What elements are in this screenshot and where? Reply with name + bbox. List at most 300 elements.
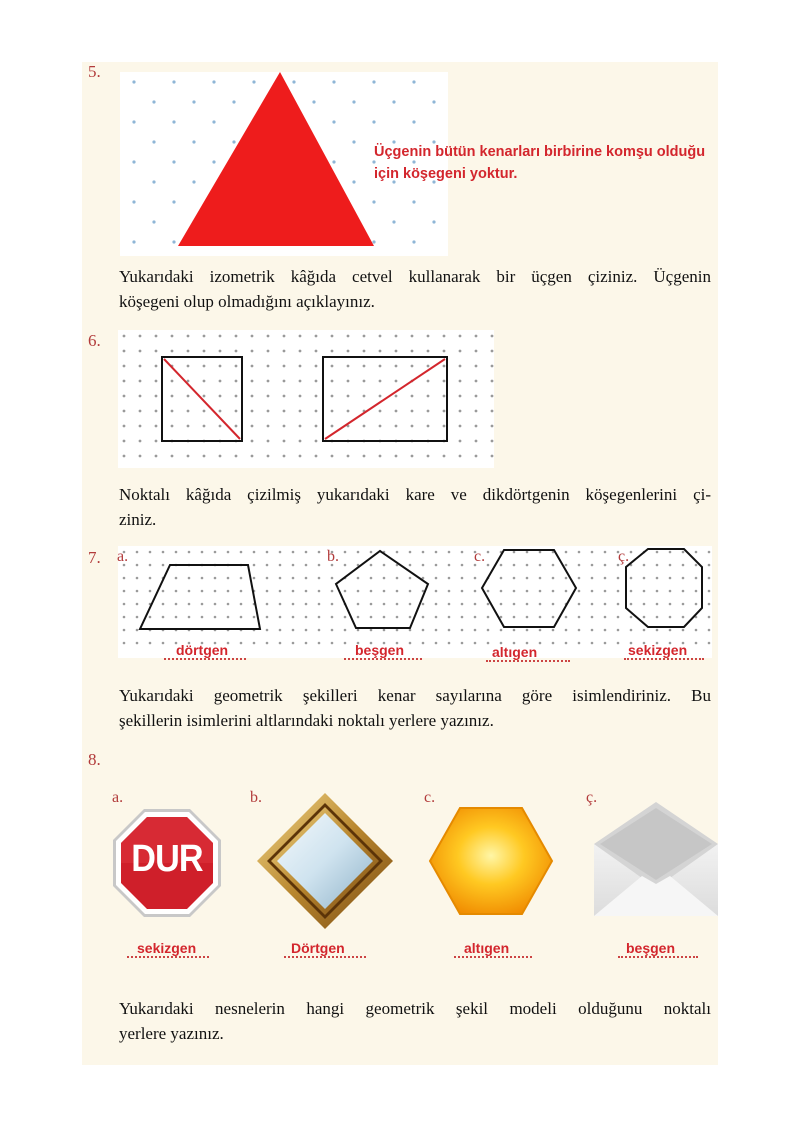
grid-dot (539, 577, 542, 580)
grid-dot (266, 564, 269, 567)
grid-dot (370, 551, 373, 554)
grid-dot (347, 380, 350, 383)
grid-dot (344, 642, 347, 645)
grid-dot (409, 616, 412, 619)
grid-dot (266, 590, 269, 593)
grid-dot (299, 425, 302, 428)
grid-dot (212, 120, 215, 123)
grid-dot (318, 642, 321, 645)
grid-dot (448, 642, 451, 645)
grid-dot (283, 365, 286, 368)
grid-dot (347, 350, 350, 353)
grid-dot (292, 616, 295, 619)
grid-dot (305, 616, 308, 619)
grid-dot (379, 410, 382, 413)
grid-dot (299, 350, 302, 353)
grid-dot (344, 590, 347, 593)
grid-dot (139, 335, 142, 338)
grid-dot (487, 616, 490, 619)
grid-dot (459, 410, 462, 413)
grid-dot (219, 425, 222, 428)
grid-dot (253, 551, 256, 554)
grid-dot (379, 455, 382, 458)
grid-dot (251, 350, 254, 353)
grid-dot (155, 410, 158, 413)
grid-dot (422, 564, 425, 567)
grid-dot (578, 577, 581, 580)
grid-dot (459, 335, 462, 338)
grid-dot (331, 603, 334, 606)
grid-dot (357, 577, 360, 580)
grid-dot (578, 564, 581, 567)
grid-dot (461, 564, 464, 567)
grid-dot (201, 577, 204, 580)
grid-dot (136, 551, 139, 554)
grid-dot (315, 425, 318, 428)
grid-dot (305, 564, 308, 567)
grid-dot (409, 564, 412, 567)
grid-dot (123, 616, 126, 619)
grid-dot (383, 616, 386, 619)
grid-dot (412, 240, 415, 243)
grid-dot (187, 410, 190, 413)
grid-dot (435, 629, 438, 632)
grid-dot (435, 642, 438, 645)
grid-dot (708, 616, 711, 619)
grid-dot (292, 577, 295, 580)
grid-dot (283, 410, 286, 413)
grid-dot (279, 577, 282, 580)
grid-dot (363, 365, 366, 368)
grid-dot (251, 440, 254, 443)
q7-item-b-letter: b. (327, 548, 339, 565)
grid-dot (695, 590, 698, 593)
grid-dot (331, 590, 334, 593)
grid-dot (188, 577, 191, 580)
grid-dot (292, 629, 295, 632)
grid-dot (435, 590, 438, 593)
q8-answer-a-line (127, 956, 209, 958)
grid-dot (251, 410, 254, 413)
grid-dot (448, 616, 451, 619)
grid-dot (139, 365, 142, 368)
grid-dot (188, 590, 191, 593)
grid-dot (219, 365, 222, 368)
grid-dot (708, 629, 711, 632)
grid-dot (604, 603, 607, 606)
grid-dot (422, 642, 425, 645)
grid-dot (669, 577, 672, 580)
grid-dot (500, 616, 503, 619)
grid-dot (427, 410, 430, 413)
grid-dot (266, 551, 269, 554)
grid-dot (475, 440, 478, 443)
grid-dot (383, 603, 386, 606)
grid-dot (299, 380, 302, 383)
grid-dot (279, 551, 282, 554)
grid-dot (427, 395, 430, 398)
q8-answer-b-line (284, 956, 366, 958)
grid-dot (578, 629, 581, 632)
grid-dot (331, 455, 334, 458)
grid-dot (708, 603, 711, 606)
grid-dot (123, 425, 126, 428)
grid-dot (643, 577, 646, 580)
grid-dot (171, 455, 174, 458)
grid-dot (578, 603, 581, 606)
grid-dot (123, 335, 126, 338)
grid-dot (292, 551, 295, 554)
q7-answer-c: altıgen (492, 644, 538, 660)
grid-dot (427, 380, 430, 383)
grid-dot (201, 551, 204, 554)
grid-dot (136, 616, 139, 619)
grid-dot (396, 629, 399, 632)
grid-dot (219, 350, 222, 353)
grid-dot (396, 616, 399, 619)
grid-dot (203, 350, 206, 353)
question-8-number: 8. (88, 750, 101, 769)
grid-dot (383, 577, 386, 580)
grid-dot (392, 220, 395, 223)
grid-dot (539, 590, 542, 593)
grid-dot (219, 335, 222, 338)
grid-dot (411, 335, 414, 338)
grid-dot (491, 350, 494, 353)
grid-dot (443, 380, 446, 383)
grid-dot (682, 603, 685, 606)
grid-dot (513, 564, 516, 567)
grid-dot (669, 603, 672, 606)
grid-dot (491, 410, 494, 413)
grid-dot (267, 440, 270, 443)
grid-dot (315, 455, 318, 458)
grid-dot (435, 616, 438, 619)
grid-dot (539, 564, 542, 567)
grid-dot (435, 551, 438, 554)
grid-dot (487, 590, 490, 593)
grid-dot (235, 395, 238, 398)
grid-dot (331, 616, 334, 619)
grid-dot (251, 425, 254, 428)
grid-dot (500, 577, 503, 580)
grid-dot (214, 603, 217, 606)
grid-dot (149, 577, 152, 580)
grid-dot (461, 603, 464, 606)
grid-dot (448, 603, 451, 606)
grid-dot (427, 335, 430, 338)
grid-dot (370, 577, 373, 580)
grid-dot (370, 590, 373, 593)
grid-dot (392, 100, 395, 103)
grid-dot (251, 335, 254, 338)
grid-dot (240, 603, 243, 606)
grid-dot (475, 380, 478, 383)
grid-dot (357, 616, 360, 619)
grid-dot (500, 629, 503, 632)
grid-dot (617, 616, 620, 619)
grid-dot (299, 395, 302, 398)
grid-dot (123, 350, 126, 353)
grid-dot (617, 603, 620, 606)
grid-dot (459, 365, 462, 368)
grid-dot (162, 603, 165, 606)
q8-answer-cc: beşgen (626, 940, 676, 956)
grid-dot (443, 425, 446, 428)
q7-answer-cc-line (624, 658, 704, 660)
question-6-number: 6. (88, 331, 101, 350)
grid-dot (604, 551, 607, 554)
grid-dot (695, 564, 698, 567)
grid-dot (448, 629, 451, 632)
grid-dot (123, 410, 126, 413)
q7-answer-cc: sekizgen (628, 642, 688, 658)
grid-dot (279, 590, 282, 593)
grid-dot (139, 380, 142, 383)
grid-dot (235, 425, 238, 428)
grid-dot (155, 380, 158, 383)
grid-dot (266, 629, 269, 632)
grid-dot (591, 577, 594, 580)
grid-dot (132, 240, 135, 243)
grid-dot (203, 410, 206, 413)
grid-dot (266, 616, 269, 619)
q8-item-c-letter: c. (424, 789, 436, 806)
grid-dot (461, 577, 464, 580)
grid-dot (192, 140, 195, 143)
grid-dot (443, 365, 446, 368)
grid-dot (235, 380, 238, 383)
grid-dot (162, 642, 165, 645)
grid-dot (422, 629, 425, 632)
grid-dot (155, 365, 158, 368)
grid-dot (565, 564, 568, 567)
grid-dot (192, 180, 195, 183)
grid-dot (155, 395, 158, 398)
grid-dot (155, 440, 158, 443)
grid-dot (214, 551, 217, 554)
grid-dot (526, 551, 529, 554)
grid-dot (315, 395, 318, 398)
grid-dot (149, 551, 152, 554)
grid-dot (283, 440, 286, 443)
grid-dot (604, 642, 607, 645)
grid-dot (448, 590, 451, 593)
grid-dot (214, 616, 217, 619)
grid-dot (279, 564, 282, 567)
grid-dot (363, 335, 366, 338)
grid-dot (396, 590, 399, 593)
grid-dot (212, 160, 215, 163)
grid-dot (171, 395, 174, 398)
grid-dot (475, 410, 478, 413)
grid-dot (443, 395, 446, 398)
grid-dot (565, 629, 568, 632)
grid-dot (136, 564, 139, 567)
grid-dot (155, 425, 158, 428)
grid-dot (240, 577, 243, 580)
grid-dot (318, 577, 321, 580)
grid-dot (312, 100, 315, 103)
grid-dot (162, 551, 165, 554)
grid-dot (299, 440, 302, 443)
grid-dot (235, 365, 238, 368)
grid-dot (227, 590, 230, 593)
grid-dot (708, 642, 711, 645)
q6-instruction-line1: Noktalı kâğıda çizilmiş yukarıdaki kare ve dikdörtgenin köşegenlerini çi- (119, 485, 711, 504)
q7-answer-c-line (486, 660, 570, 662)
grid-dot (315, 440, 318, 443)
grid-dot (171, 425, 174, 428)
grid-dot (152, 140, 155, 143)
grid-dot (344, 564, 347, 567)
square-rectangle-dot-grid (118, 330, 494, 468)
grid-dot (411, 425, 414, 428)
grid-dot (491, 335, 494, 338)
grid-dot (578, 551, 581, 554)
grid-dot (443, 335, 446, 338)
grid-dot (212, 80, 215, 83)
grid-dot (123, 590, 126, 593)
grid-dot (474, 590, 477, 593)
grid-dot (578, 590, 581, 593)
grid-dot (604, 629, 607, 632)
grid-dot (461, 642, 464, 645)
grid-dot (203, 335, 206, 338)
q5-answer-note-line1: Üçgenin bütün kenarları birbirine komşu olduğu (374, 144, 706, 160)
grid-dot (188, 551, 191, 554)
grid-dot (617, 590, 620, 593)
question-5-number: 5. (88, 62, 101, 81)
grid-dot (459, 350, 462, 353)
grid-dot (352, 140, 355, 143)
grid-dot (305, 629, 308, 632)
grid-dot (591, 551, 594, 554)
honeycomb-hexagon-image (428, 806, 554, 916)
grid-dot (422, 603, 425, 606)
grid-dot (187, 455, 190, 458)
grid-dot (500, 603, 503, 606)
grid-dot (491, 455, 494, 458)
grid-dot (283, 380, 286, 383)
q8-answer-c-line (454, 956, 532, 958)
grid-dot (187, 350, 190, 353)
grid-dot (172, 80, 175, 83)
grid-dot (267, 410, 270, 413)
grid-dot (240, 551, 243, 554)
grid-dot (155, 350, 158, 353)
grid-dot (370, 564, 373, 567)
q7-instruction-line1: Yukarıdaki geometrik şekilleri kenar sayılarına göre isimlendiriniz. Bu (119, 686, 711, 705)
grid-dot (591, 603, 594, 606)
grid-dot (487, 564, 490, 567)
grid-dot (235, 350, 238, 353)
grid-dot (526, 616, 529, 619)
grid-dot (513, 629, 516, 632)
grid-dot (474, 603, 477, 606)
grid-dot (315, 365, 318, 368)
grid-dot (175, 577, 178, 580)
grid-dot (372, 120, 375, 123)
grid-dot (411, 365, 414, 368)
grid-dot (427, 350, 430, 353)
grid-dot (149, 642, 152, 645)
grid-dot (475, 350, 478, 353)
grid-dot (708, 551, 711, 554)
q8-item-cc-letter: ç. (586, 789, 598, 806)
grid-dot (201, 590, 204, 593)
grid-dot (383, 590, 386, 593)
grid-dot (318, 603, 321, 606)
grid-dot (552, 564, 555, 567)
grid-dot (251, 380, 254, 383)
grid-dot (344, 629, 347, 632)
grid-dot (372, 240, 375, 243)
grid-dot (175, 603, 178, 606)
grid-dot (123, 395, 126, 398)
grid-dot (475, 455, 478, 458)
grid-dot (459, 380, 462, 383)
grid-dot (332, 120, 335, 123)
grid-dot (526, 629, 529, 632)
grid-dot (412, 120, 415, 123)
grid-dot (695, 577, 698, 580)
grid-dot (363, 395, 366, 398)
grid-dot (461, 590, 464, 593)
grid-dot (604, 564, 607, 567)
grid-dot (526, 603, 529, 606)
grid-dot (395, 410, 398, 413)
grid-dot (279, 616, 282, 619)
grid-dot (708, 577, 711, 580)
stop-sign-text: DUR (131, 838, 203, 880)
grid-dot (363, 455, 366, 458)
grid-dot (461, 551, 464, 554)
grid-dot (331, 335, 334, 338)
grid-dot (682, 629, 685, 632)
grid-dot (347, 455, 350, 458)
q7-item-a-letter: a. (117, 548, 129, 565)
grid-dot (448, 577, 451, 580)
grid-dot (474, 577, 477, 580)
grid-dot (152, 100, 155, 103)
grid-dot (331, 350, 334, 353)
grid-dot (203, 395, 206, 398)
grid-dot (162, 564, 165, 567)
grid-dot (315, 410, 318, 413)
grid-dot (203, 425, 206, 428)
grid-dot (347, 410, 350, 413)
grid-dot (162, 590, 165, 593)
grid-dot (630, 603, 633, 606)
grid-dot (682, 551, 685, 554)
grid-dot (253, 564, 256, 567)
grid-dot (299, 410, 302, 413)
q7-answer-a-line (164, 658, 246, 660)
grid-dot (526, 564, 529, 567)
grid-dot (617, 629, 620, 632)
grid-dot (617, 577, 620, 580)
grid-dot (318, 629, 321, 632)
grid-dot (409, 642, 412, 645)
grid-dot (643, 616, 646, 619)
grid-dot (443, 350, 446, 353)
grid-dot (695, 551, 698, 554)
grid-dot (427, 365, 430, 368)
q6-instruction-line2: ziniz. (119, 510, 157, 529)
grid-dot (292, 564, 295, 567)
q5-instruction-line1: Yukarıdaki izometrik kâğıda cetvel kullanarak bir üçgen çiziniz. Üçgenin (119, 267, 711, 286)
